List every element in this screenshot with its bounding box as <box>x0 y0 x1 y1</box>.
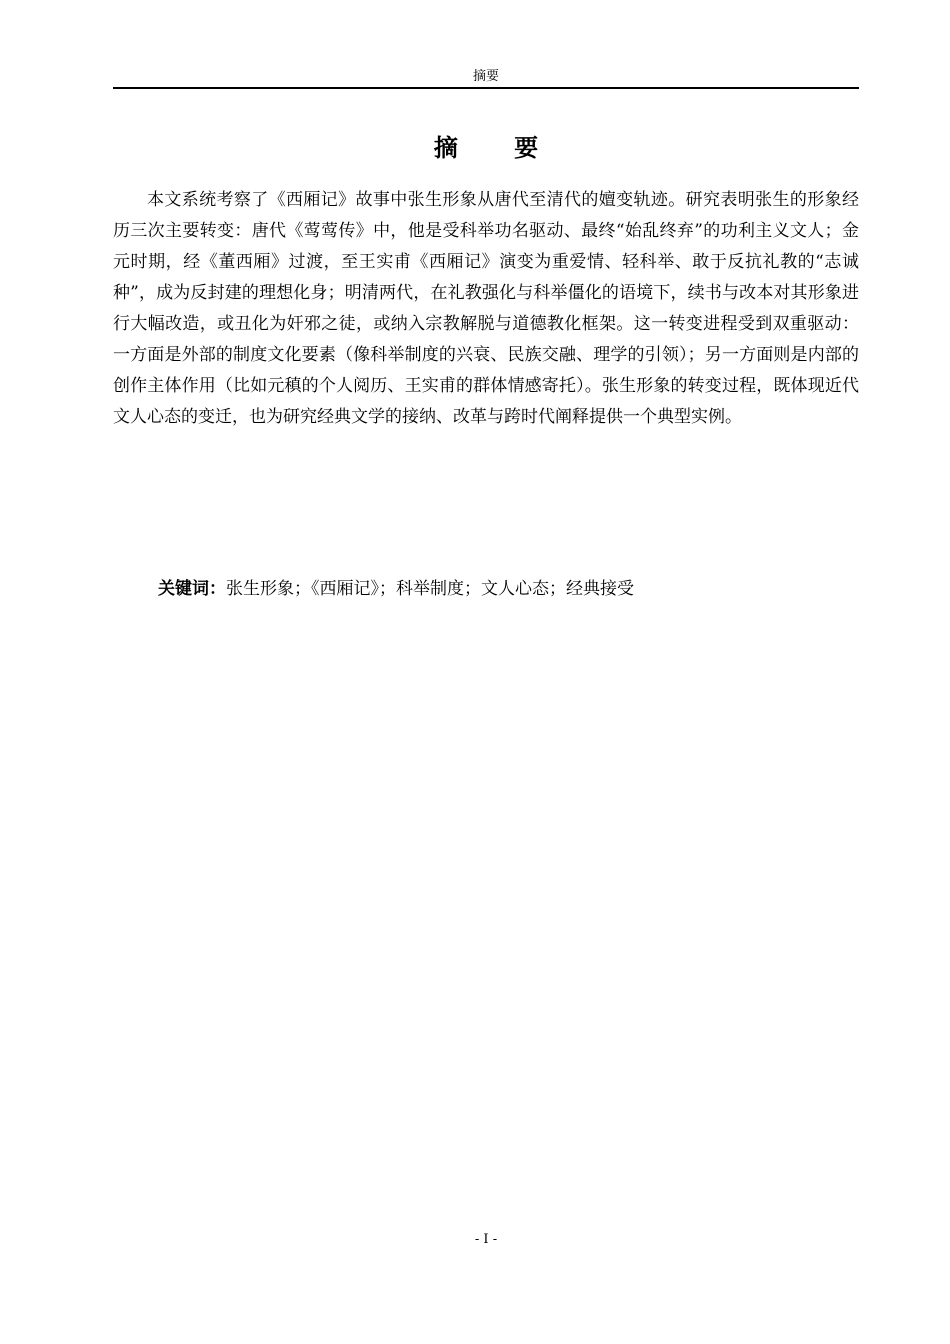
abstract-body: 本文系统考察了《西厢记》故事中张生形象从唐代至清代的嬗变轨迹。研究表明张生的形象经历三次主要转变：唐代《莺莺传》中，他是受科举功名驱动、最终“始乱终弃”的功利主义文人；金元时期，经《董西厢》过渡，至王实甫《西厢记》演变为重爱情、轻科举、敢于反抗礼教的“志诚种”，成为反封建的理想化身；明清两代，在礼教强化与科举僵化的语境下，续书与改本对其形象进行大幅改造，或丑化为奸邪之徒，或纳入宗教解脱与道德教化框架。这一转变进程受到双重驱动：一方面是外部的制度文化要素（像科举制度的兴衰、民族交融、理学的引领）；另一方面则是内部的创作主体作用（比如元稹的个人阅历、王实甫的群体情感寄托）。张生形象的转变过程，既体现近代文人心态的变迁，也为研究经典文学的接纳、改革与跨时代阐释提供一个典型实例。 <box>113 190 859 427</box>
keywords-label: 关键词： <box>158 579 226 599</box>
page-title: 摘 要 <box>433 134 563 162</box>
keywords-line <box>158 574 858 605</box>
running-header: 摘要 <box>472 69 499 84</box>
header-rule <box>113 87 859 89</box>
page-number: - I - <box>474 1232 498 1247</box>
keywords-text: 张生形象；《西厢记》；科举制度；文人心态；经典接受 <box>226 579 634 599</box>
